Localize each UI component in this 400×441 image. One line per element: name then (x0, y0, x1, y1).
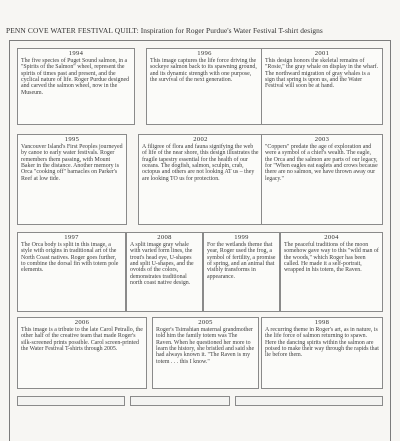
block-year: 2005 (198, 319, 213, 326)
block-description: This image captures the life force driving the sockeye salmon back to its spawning ground, and its dynamic strength with one purpose, the survival of the next generation. (150, 57, 257, 83)
quilt-block-partial (17, 396, 125, 406)
quilt-block-1996 (146, 48, 263, 125)
quilt-block-partial (130, 396, 230, 406)
quilt-block-2005 (152, 317, 259, 389)
block-year: 2001 (314, 50, 330, 57)
block-year: 1997 (64, 234, 79, 241)
block-description: This design honors the skeletal remains of "Rosie," the gray whale on display in the wharf. The northward migration of gray whales is a sign that spring is upon us, and the Water Festival will soon be at hand. (265, 57, 379, 90)
block-description: The five species of Puget Sound salmon, in a "Spirits of the Salmon" wheel, represent the spirits of times past and present, and the cyclical nature of life. Roger Purdue designed and carved the salmon wheel, now in the Museum. (21, 57, 130, 96)
block-year: 2003 (314, 136, 330, 143)
block-year: 1998 (314, 319, 330, 326)
quilt-block-1999 (203, 232, 280, 312)
header-subtitle: Inspiration for Roger Purdue's Water Festival T-shirt designs (140, 26, 323, 35)
block-year: 1996 (197, 50, 212, 57)
block-description: A filigree of flora and fauna signifying the web of life of the near shore, this design illustrates the fragile tapestry essential for the health of our oceans. The dogfish, salmon, sculpin, crab, octopus and others are not looking AT us – they are looking TO us for protection. (142, 143, 259, 182)
block-description: Roger's Tsimshian maternal grandmother told him the family totem was The Raven. When he questioned her more to learn the history, she bristled and said she had always known it. "The Raven is my totem . . . this I know." (156, 326, 255, 365)
block-description: Vancouver Island's First Peoples journeyed by canoe to early water festivals. Roger remembers them passing, with Mount Baker in the distance. Another memory is Orca "cooking off" barnacles on Parker's Reef at low tide. (21, 143, 123, 182)
quilt-block-1998 (261, 317, 383, 389)
block-year: 2006 (74, 319, 90, 326)
quilt-block-2004 (280, 232, 383, 312)
block-year: 2008 (157, 234, 172, 241)
quilt-block-1995 (17, 134, 127, 225)
quilt-header (6, 26, 394, 35)
block-description: This image is a tribute to the late Carol Petrallo, the other half of the creative team that made Roger's silk-screened prints possible. Carol screen-printed the Water Festival T-shirts through 2005. (21, 326, 143, 352)
block-description: For the wetlands theme that year, Roger used the frog, a symbol of fertility, a promise of spring, and an animal that visibly transforms in appearance. (207, 241, 276, 280)
header-title: PENN COVE WATER FESTIVAL QUILT: (6, 26, 139, 35)
quilt-block-2008 (126, 232, 203, 312)
quilt-block-1997 (17, 232, 126, 312)
block-year: 1994 (68, 50, 84, 57)
quilt-block-1994 (17, 48, 135, 125)
block-year: 1995 (64, 136, 80, 143)
quilt-block-partial (235, 396, 383, 406)
block-description: "Coppers" predate the age of exploration and were a symbol of a chief's wealth. The eagle, the Orca and the salmon are parts of our legacy, for "When eagles eat eaglets and crows because there are no salmon, we have thrown away our legacy." (265, 143, 378, 182)
block-description: The Orca body is split in this image, a style with origins in traditional art of the North Coast natives. Roger goes further, to combine the dorsal fin with totem pole elements. (21, 241, 119, 274)
block-description: A recurring theme in Roger's art, as in nature, is the life force of salmon returning to spawn. Here the dancing spirits within the salmon are poised to make their way through the rapids that lie before them. (265, 326, 379, 359)
quilt-block-2006 (17, 317, 147, 389)
block-description: The peaceful traditions of the moon somehow gave way to this "wild man of the woods," which Roger has been called. He made it a self-portrait, wrapped in his totem, the Raven. (284, 241, 379, 274)
block-description: A split image gray whale with varied form lines, the trout's head eye, U-shapes and split U-shapes, and the ovoids of the colors, demonstrates traditional north coast native design. (130, 241, 194, 287)
quilt-block-2001 (261, 48, 383, 125)
block-year: 2002 (193, 136, 208, 143)
block-year: 1999 (234, 234, 249, 241)
quilt-block-2003 (261, 134, 383, 225)
block-year: 2004 (324, 234, 339, 241)
quilt-block-2002 (138, 134, 263, 225)
